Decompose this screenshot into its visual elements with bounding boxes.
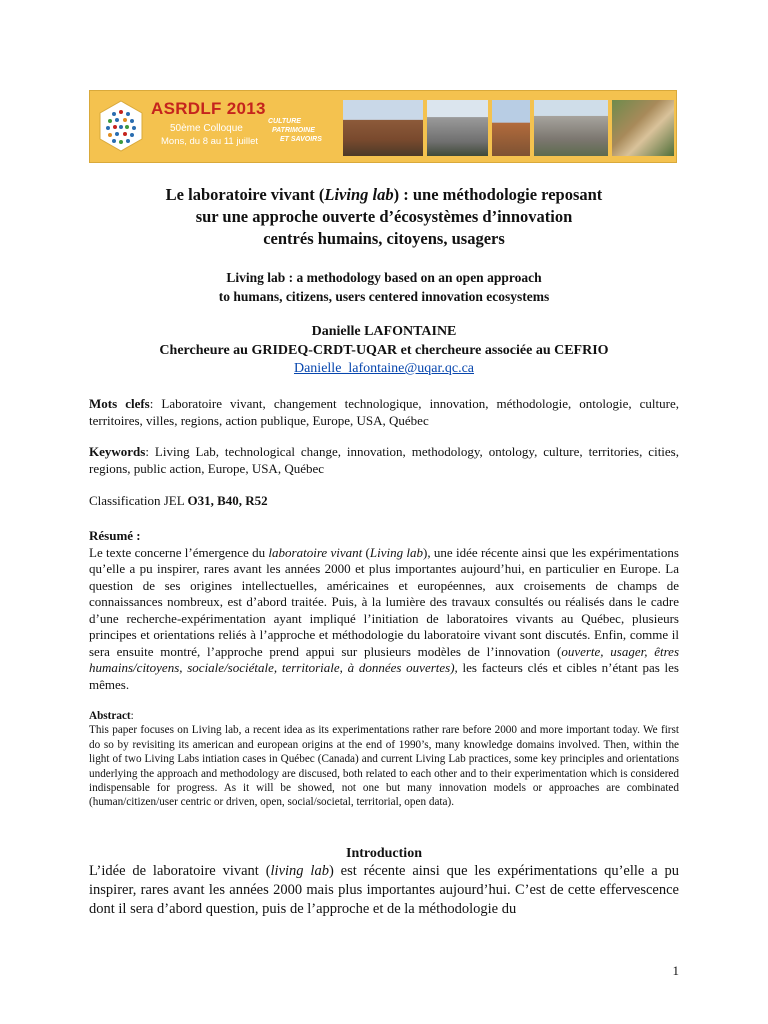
keywords: Keywords: Living Lab, technological change, innovation, methodology, ontology, culture, territories, cities, regions, public action, Europe, USA, Québec — [89, 444, 679, 476]
title-english: Living lab : a methodology based on an open approach to humans, citizens, users centered innovation ecosystems — [218, 270, 550, 304]
banner-subtitle: 50ème Colloque — [170, 123, 243, 134]
page-number: 1 — [672, 963, 679, 978]
author-block — [100, 323, 668, 379]
banner-dates: Mons, du 8 au 11 juillet — [161, 136, 258, 147]
conference-banner — [89, 90, 677, 163]
author-email-link[interactable]: Danielle_lafontaine@uqar.qc.ca — [293, 361, 475, 376]
banner-photo-building — [534, 100, 608, 156]
resume-heading: Résumé : — [89, 528, 141, 543]
banner-photo-industrial-site — [343, 100, 423, 156]
banner-photo-square — [427, 100, 488, 156]
hexagon-logo-icon — [99, 100, 143, 152]
mots-clefs: Mots clefs: Laboratoire vivant, changement technologique, innovation, méthodologie, ontologie, culture, territoires, villes, regions, action publique, Europe, USA, Québec — [89, 396, 679, 428]
banner-photo-tower — [492, 100, 530, 156]
resume-section: Résumé : Le texte concerne l’émergence du laboratoire vivant (Living lab), une idée récente ainsi que les expérimentations qu’elle a pu inspirer, rares avant les années 2000 et plus importantes aujourd’hui, en particulier en Europe. La question de ses origines intellectuelles, américaines et européennes, aux croisements de champs de connaissances nombreux, est d’abord traitée. Puis, à la lumière des travaux consultés ou réalisés dans le cadre d’une recherche-expérimentation ayant impliqué l’initiation de laboratoires vivants au Québec, plusieurs principes et orientations reliés à l’approche et méthodologie du laboratoire vivant sont discutés. Enfin, comme il sera ensuite montré, l’approche prend appui sur plusieurs modèles de l’innovation (ouverte, usager, êtres humains/citoyens, sociale/sociétale, territoriale, à données ouvertes), les facteurs clés et cibles n’étant pas les mêmes. — [89, 528, 680, 692]
introduction-paragraph: L’idée de laboratoire vivant (living lab) est récente ainsi que les expérimentations qu’elle a pu inspirer, rares avant les années 2000 mais plus importantes aujourd’hui. C’est de cette effervescence dont il sera d’abord question, puis de l’approche et de la méthodologie du — [89, 863, 680, 917]
banner-tagline: CULTURE PATRIMOINE ET SAVOIRS — [268, 118, 322, 143]
title-french: Le laboratoire vivant (Living lab) : une méthodologie reposant sur une approche ouverte d’écosystèmes d’innovation centrés humains, citoyens, usagers — [165, 185, 603, 248]
author-name: Danielle LAFONTAINE — [311, 324, 457, 339]
jel-classification: Classification JEL O31, B40, R52 — [89, 493, 268, 508]
introduction-heading: Introduction — [346, 846, 422, 861]
abstract-heading: Abstract — [89, 710, 131, 722]
abstract-section: Abstract: This paper focuses on Living lab, a recent idea as its experimentations rather rare before 2000 and more important today. We first do so by revisiting its american and european origins at the end of 1990’s, many knowledge domains involved. Then, within the light of two Living Labs intiation cases in Québec (Canada) and current Living Lab practices, some key principles and orientations underlying the approach and methodology are discused, both related to each other and to their experimentation which is considered indispensable for progress. As it will be showed, not one but many innovation models or approaches are combinated (human/citizen/user centric or driven, open, social/societal, territorial, open data). — [89, 710, 679, 809]
author-affiliation: Chercheure au GRIDEQ-CRDT-UQAR et chercheure associée au CEFRIO — [159, 342, 609, 358]
banner-title: ASRDLF 2013 — [151, 99, 266, 118]
banner-photo-children — [612, 100, 674, 156]
